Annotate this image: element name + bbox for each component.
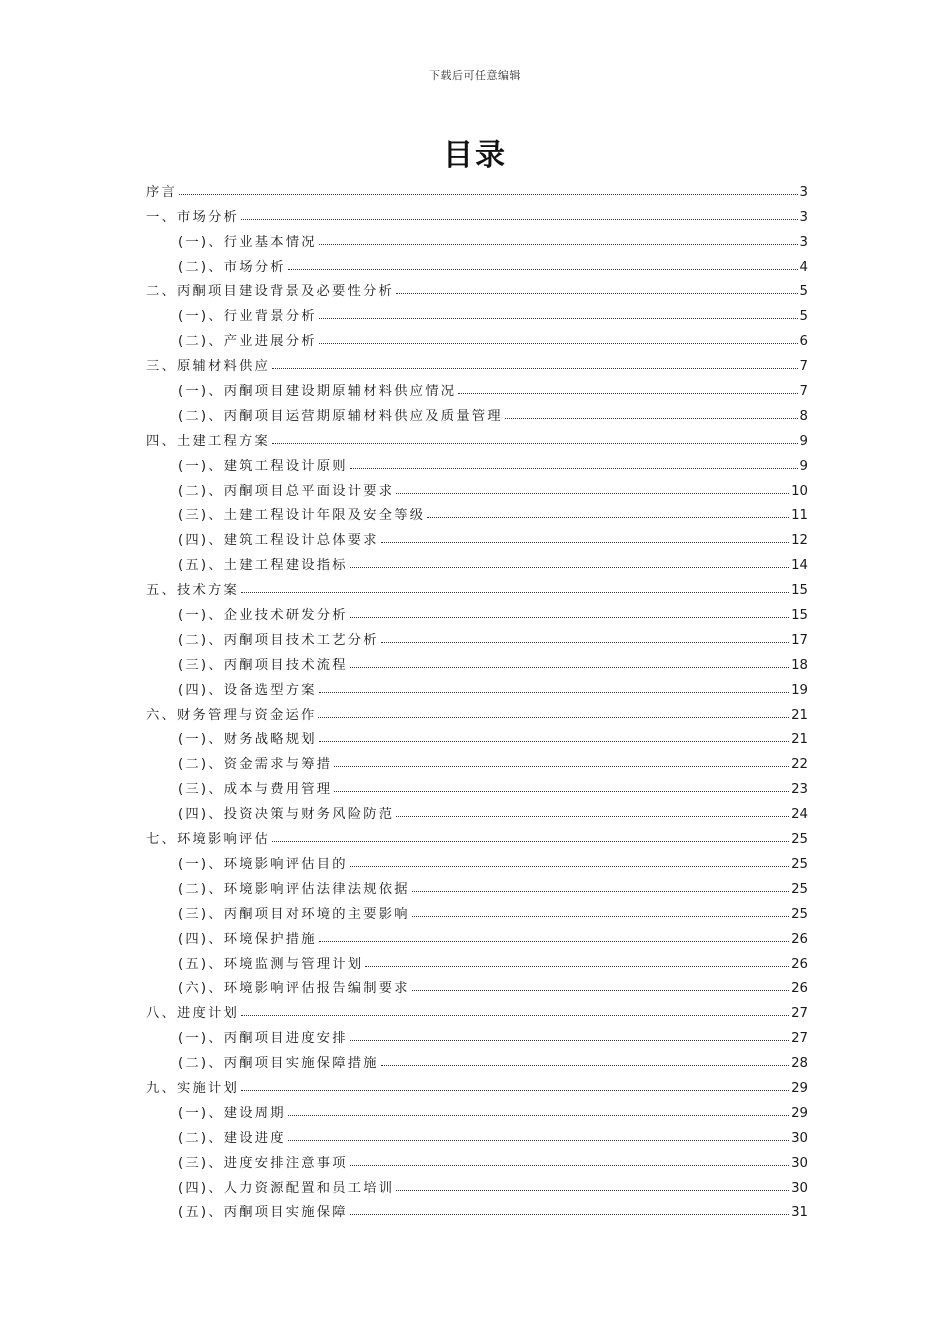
dot-leader <box>505 418 798 419</box>
toc-entry[interactable] <box>146 872 808 897</box>
toc-entry-text: (二)、市场分析 <box>178 259 286 275</box>
toc-entry[interactable] <box>146 648 808 673</box>
dot-leader <box>350 1040 789 1041</box>
dot-leader <box>412 990 789 991</box>
dot-leader <box>350 468 798 469</box>
dot-leader <box>350 667 789 668</box>
dot-leader <box>319 692 789 693</box>
toc-entry[interactable] <box>146 847 808 872</box>
toc-entry[interactable] <box>146 299 808 324</box>
toc-entry-page-number: 26 <box>791 956 808 972</box>
header-note: 下载后可任意编辑 <box>429 69 521 82</box>
dot-leader <box>365 966 789 967</box>
toc-entry-text: (一)、行业基本情况 <box>178 234 317 250</box>
dot-leader <box>318 717 789 718</box>
toc-entry-page-number: 30 <box>791 1180 808 1196</box>
toc-entry-text: 二、丙酮项目建设背景及必要性分析 <box>146 284 394 300</box>
toc-entry[interactable] <box>146 623 808 648</box>
toc-entry[interactable] <box>146 1146 808 1171</box>
toc-entry-page-number: 27 <box>791 1031 808 1047</box>
dot-leader <box>288 1115 789 1116</box>
toc-entry-page-number: 25 <box>791 856 808 872</box>
toc-entry-text: (四)、投资决策与财务风险防范 <box>178 807 395 823</box>
toc-entry-page-number: 5 <box>799 284 808 300</box>
toc-entry[interactable] <box>146 922 808 947</box>
toc-entry-page-number: 17 <box>791 632 808 648</box>
toc-entry[interactable] <box>146 673 808 698</box>
toc-entry[interactable] <box>146 324 808 349</box>
toc-entry-page-number: 26 <box>791 931 808 947</box>
dot-leader <box>272 443 798 444</box>
dot-leader <box>334 766 789 767</box>
toc-entry-text: (一)、行业背景分析 <box>178 309 317 325</box>
toc-entry-text: (二)、丙酮项目技术工艺分析 <box>178 632 379 648</box>
toc-entry-text: 五、技术方案 <box>146 583 239 599</box>
toc-entry[interactable] <box>146 250 808 275</box>
dot-leader <box>288 269 798 270</box>
dot-leader <box>412 891 789 892</box>
toc-entry-page-number: 3 <box>799 234 808 250</box>
toc-entry-page-number: 30 <box>791 1155 808 1171</box>
toc-entry[interactable] <box>146 1171 808 1196</box>
toc-entry-text: (三)、成本与费用管理 <box>178 782 333 798</box>
toc-entry-text: 序言 <box>146 184 177 200</box>
toc-entry-page-number: 25 <box>791 906 808 922</box>
dot-leader <box>396 1190 789 1191</box>
dot-leader <box>381 542 789 543</box>
toc-entry[interactable] <box>146 399 808 424</box>
toc-entry-text: 八、进度计划 <box>146 1006 239 1022</box>
toc-entry-page-number: 11 <box>791 508 808 524</box>
toc-entry-text: (二)、丙酮项目运营期原辅材料供应及质量管理 <box>178 408 503 424</box>
toc-entry-text: (三)、丙酮项目技术流程 <box>178 657 348 673</box>
toc-entry-page-number: 22 <box>791 757 808 773</box>
dot-leader <box>350 1214 789 1215</box>
dot-leader <box>319 941 789 942</box>
toc-entry-text: (一)、企业技术研发分析 <box>178 608 348 624</box>
dot-leader <box>241 219 798 220</box>
toc-entry[interactable] <box>146 598 808 623</box>
toc-entry-text: (二)、资金需求与筹措 <box>178 757 333 773</box>
dot-leader <box>412 916 789 917</box>
toc-entry-text: (一)、环境影响评估目的 <box>178 856 348 872</box>
toc-entry-page-number: 6 <box>799 334 808 350</box>
dot-leader <box>350 866 789 867</box>
dot-leader <box>319 741 789 742</box>
toc-entry-page-number: 4 <box>799 259 808 275</box>
toc-entry-page-number: 10 <box>791 483 808 499</box>
toc-entry[interactable] <box>146 972 808 997</box>
toc-entry-text: (一)、丙酮项目进度安排 <box>178 1031 348 1047</box>
dot-leader <box>350 617 789 618</box>
dot-leader <box>272 368 798 369</box>
toc-entry-page-number: 28 <box>791 1056 808 1072</box>
toc-entry[interactable] <box>146 548 808 573</box>
toc-entry-page-number: 23 <box>791 782 808 798</box>
toc-entry[interactable] <box>146 573 808 598</box>
dot-leader <box>381 1065 789 1066</box>
table-of-contents <box>146 175 808 1220</box>
toc-entry-page-number: 7 <box>799 384 808 400</box>
toc-entry[interactable] <box>146 772 808 797</box>
dot-leader <box>396 816 789 817</box>
toc-entry-text: (一)、财务战略规划 <box>178 732 317 748</box>
toc-entry[interactable] <box>146 1096 808 1121</box>
toc-entry-text: (六)、环境影响评估报告编制要求 <box>178 981 410 997</box>
toc-entry-text: (五)、丙酮项目实施保障 <box>178 1205 348 1221</box>
toc-entry-text: (四)、建筑工程设计总体要求 <box>178 533 379 549</box>
toc-entry-page-number: 3 <box>799 209 808 225</box>
toc-entry-page-number: 26 <box>791 981 808 997</box>
toc-entry[interactable] <box>146 474 808 499</box>
toc-entry[interactable] <box>146 1071 808 1096</box>
dot-leader <box>396 293 798 294</box>
toc-entry-text: (二)、环境影响评估法律法规依据 <box>178 881 410 897</box>
toc-entry-page-number: 12 <box>791 533 808 549</box>
toc-entry[interactable] <box>146 1196 808 1221</box>
toc-entry[interactable] <box>146 1021 808 1046</box>
dot-leader <box>319 244 798 245</box>
dot-leader <box>334 791 789 792</box>
dot-leader <box>381 642 789 643</box>
toc-entry[interactable] <box>146 499 808 524</box>
toc-entry-text: 四、土建工程方案 <box>146 433 270 449</box>
toc-entry[interactable] <box>146 523 808 548</box>
dot-leader <box>272 841 789 842</box>
page-title: 目录 <box>443 138 507 173</box>
toc-entry-text: (四)、环境保护措施 <box>178 931 317 947</box>
toc-entry[interactable] <box>146 449 808 474</box>
toc-entry-text: (四)、设备选型方案 <box>178 682 317 698</box>
toc-entry-page-number: 5 <box>799 309 808 325</box>
toc-entry-page-number: 25 <box>791 881 808 897</box>
toc-entry-text: (二)、丙酮项目总平面设计要求 <box>178 483 395 499</box>
toc-entry-text: (三)、丙酮项目对环境的主要影响 <box>178 906 410 922</box>
toc-entry-page-number: 15 <box>791 608 808 624</box>
toc-entry-page-number: 29 <box>791 1080 808 1096</box>
toc-entry-text: (一)、建筑工程设计原则 <box>178 458 348 474</box>
toc-entry[interactable] <box>146 275 808 300</box>
toc-entry-text: (二)、建设进度 <box>178 1130 286 1146</box>
toc-entry-text: (五)、环境监测与管理计划 <box>178 956 364 972</box>
toc-entry[interactable] <box>146 698 808 723</box>
toc-entry[interactable] <box>146 897 808 922</box>
toc-entry-text: (三)、土建工程设计年限及安全等级 <box>178 508 426 524</box>
toc-entry-text: (四)、人力资源配置和员工培训 <box>178 1180 395 1196</box>
toc-entry-page-number: 30 <box>791 1130 808 1146</box>
toc-entry-page-number: 21 <box>791 732 808 748</box>
dot-leader <box>427 517 789 518</box>
toc-entry[interactable] <box>146 947 808 972</box>
toc-entry-page-number: 21 <box>791 707 808 723</box>
toc-entry[interactable] <box>146 1046 808 1071</box>
toc-entry-text: 九、实施计划 <box>146 1080 239 1096</box>
toc-entry-text: (五)、土建工程建设指标 <box>178 558 348 574</box>
toc-entry-text: (一)、建设周期 <box>178 1105 286 1121</box>
toc-entry[interactable] <box>146 747 808 772</box>
toc-entry-page-number: 9 <box>799 458 808 474</box>
toc-entry-text: (二)、产业进展分析 <box>178 334 317 350</box>
dot-leader <box>241 592 789 593</box>
toc-entry[interactable] <box>146 1121 808 1146</box>
toc-entry-page-number: 29 <box>791 1105 808 1121</box>
dot-leader <box>241 1015 789 1016</box>
dot-leader <box>241 1090 789 1091</box>
toc-entry[interactable] <box>146 374 808 399</box>
dot-leader <box>396 493 789 494</box>
dot-leader <box>179 194 798 195</box>
toc-entry-page-number: 15 <box>791 583 808 599</box>
toc-entry-text: 三、原辅材料供应 <box>146 359 270 375</box>
toc-entry[interactable] <box>146 424 808 449</box>
dot-leader <box>288 1140 789 1141</box>
toc-entry-text: (二)、丙酮项目实施保障措施 <box>178 1056 379 1072</box>
toc-entry[interactable] <box>146 225 808 250</box>
toc-entry-text: 一、市场分析 <box>146 209 239 225</box>
toc-entry-page-number: 19 <box>791 682 808 698</box>
dot-leader <box>319 343 798 344</box>
toc-entry[interactable] <box>146 797 808 822</box>
toc-entry-text: (一)、丙酮项目建设期原辅材料供应情况 <box>178 384 457 400</box>
toc-entry[interactable] <box>146 175 808 200</box>
toc-entry[interactable] <box>146 349 808 374</box>
dot-leader <box>458 393 797 394</box>
dot-leader <box>350 1165 789 1166</box>
toc-entry[interactable] <box>146 723 808 748</box>
toc-entry-page-number: 3 <box>799 184 808 200</box>
dot-leader <box>350 567 789 568</box>
toc-entry-page-number: 27 <box>791 1006 808 1022</box>
toc-entry-page-number: 9 <box>799 433 808 449</box>
toc-entry-text: (三)、进度安排注意事项 <box>178 1155 348 1171</box>
toc-entry[interactable] <box>146 200 808 225</box>
toc-entry[interactable] <box>146 822 808 847</box>
toc-entry-text: 六、财务管理与资金运作 <box>146 707 317 723</box>
toc-entry-page-number: 24 <box>791 807 808 823</box>
toc-entry-page-number: 31 <box>791 1205 808 1221</box>
toc-entry-page-number: 8 <box>799 408 808 424</box>
toc-entry-text: 七、环境影响评估 <box>146 832 270 848</box>
toc-entry-page-number: 18 <box>791 657 808 673</box>
dot-leader <box>319 318 798 319</box>
toc-entry-page-number: 7 <box>799 359 808 375</box>
toc-entry[interactable] <box>146 996 808 1021</box>
toc-entry-page-number: 25 <box>791 832 808 848</box>
toc-entry-page-number: 14 <box>791 558 808 574</box>
